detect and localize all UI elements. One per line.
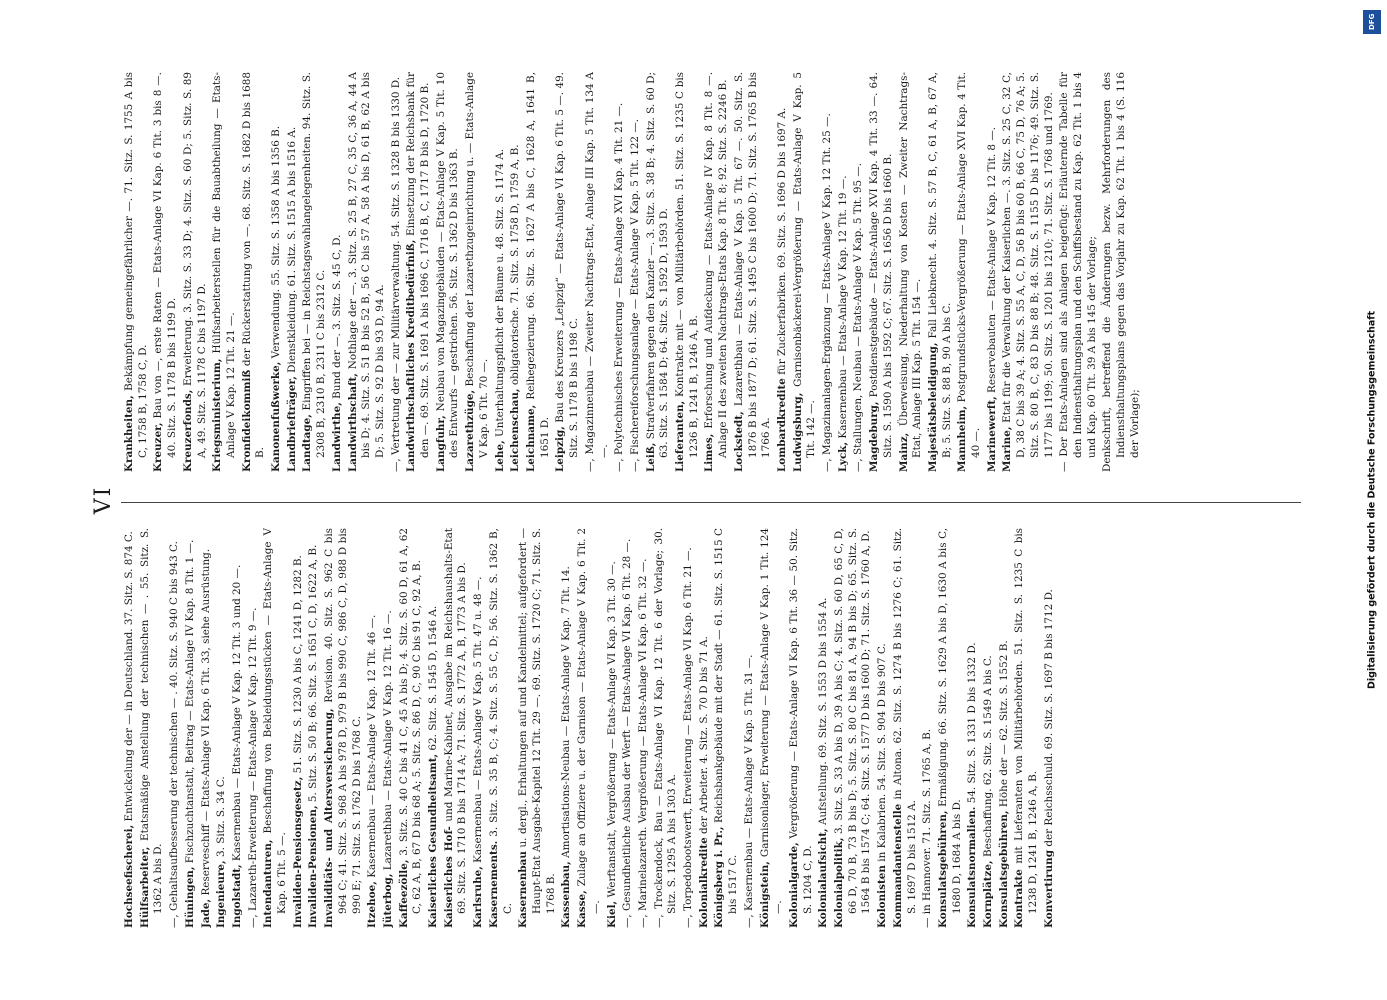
funding-notice: Digitalisierung gefördert durch die Deutsche Forschungsgemeinschaft [1366, 311, 1378, 689]
entry-heading: Kolonialgarde, [787, 842, 800, 928]
entry-heading: Königstein, [758, 861, 771, 928]
entry-references: Kasernenbau — Etats-Anlage V Kap. 12 Tit. 19 —. [836, 175, 849, 439]
entry-heading: Kasernements. [487, 840, 500, 928]
entry-references: Bekämpfung gemeingefährlicher —. 71. Sitz. S. 1755 A bis C, 1758 B, 1758 C, D. [123, 72, 149, 458]
entry-heading: Kaiserliches Gesundheitsamt, [427, 753, 440, 928]
index-entry [347, 72, 388, 472]
entry-heading: Krankheiten, [123, 395, 135, 472]
entry-heading: Kaiserliches Hof- [442, 826, 455, 928]
entry-references: 3. Sitz. S. 40 C bis 41 C, 45 A bis D; 4. Sitz. S. 60 D, 61 A, 62 C, 62 A, B, 67 D bis 68 A; 5. Sitz. S. 86 D, C, 90 C bis 91 C, 92 A, B. [397, 528, 424, 914]
entry-heading: Kronfideikommiß [240, 369, 253, 472]
index-entry [868, 72, 895, 472]
entry-heading: Lyck, [836, 441, 849, 472]
index-entry [986, 72, 1000, 472]
entry-references: Bau des Kreuzers „Leipzig“ — Etats-Anlage VI Kap. 6 Tit. 5 —. 49. Sitz. S. 1178 B bis 1198 C. [554, 72, 581, 458]
entry-heading: Landbriefträger, [285, 376, 298, 472]
entry-heading: Kriegsministerium, [211, 358, 224, 472]
entry-references: Kasernenbau — Etats-Anlage V Kap. 12 Tit. 46 —. [366, 614, 379, 878]
index-entry [517, 528, 558, 928]
entry-heading: Marinewerft, [985, 396, 998, 472]
page-number: VI [91, 485, 116, 515]
entry-references: 3. Sitz. S. 34 C. [215, 776, 228, 858]
entry-references: 3. Sitz. S. 35 B, C; 4. Sitz. S. 55 C, D; 56. Sitz. S. 1362 B, C. [487, 528, 514, 914]
index-entry [998, 528, 1012, 928]
entry-heading: Kornplätze, [982, 860, 995, 928]
entry-references: —, Fischereiforschungsanlage — Etats-Anlage V Kap. 5 Tit. 122 —. [628, 118, 641, 472]
entry-references: —, Gehaltsaufbesserung der technischen — . 40. Sitz. S. 940 C bis 943 C. [168, 541, 181, 928]
entry-references: Beschaffung der Lazarethzugeinrichtung u. — Etats-Anlage V Kap. 6 Tit. 70 —. [464, 72, 490, 458]
entry-references: 54. Sitz. S. 1331 D bis 1332 D. [966, 642, 979, 804]
entry-references: mit Lieferanten von Militärbehörden. 51. Sitz. S. 1235 C bis 1238 D, 1241 B, 1246 A, B. [1013, 528, 1040, 914]
left-column [123, 528, 1293, 928]
index-entry [123, 528, 137, 928]
entry-heading: Hüningen, [183, 866, 196, 928]
entry-references: der Reichsschuld. 69. Sitz. S. 1697 B bis 1712 D. [1042, 589, 1055, 847]
index-entry [1043, 528, 1057, 928]
index-entry [759, 528, 786, 928]
entry-heading: Leichenschau, [509, 388, 522, 472]
index-entry [892, 528, 919, 928]
index-entry [698, 528, 712, 928]
entry-references: Lazarethbau — Etats-Anlage V Kap. 5 Tit. 67 —. 50. Sitz. S. 1876 B bis 1877 D; 61. Sitz. S. 1495 C bis 1600 D; 71. Sitz. S. 1765 B bis 1766 A. [732, 72, 773, 458]
entry-heading: Marine, [1001, 426, 1014, 472]
entry-references: Zulage an Offiziere u. der Garnison — Etats-Anlage V Kap. 6 Tit. 2 —. [576, 528, 602, 914]
index-entry [576, 528, 603, 928]
entry-references: —, Gesundheitliche Ausbau der Werft — Etats-Anlage VI Kap. 6 Tit. 28 —. [621, 538, 634, 928]
index-entry [323, 528, 364, 928]
entry-heading: Intendanturen, [262, 839, 275, 928]
index-entry [833, 528, 874, 928]
entry-references: — Der Etats-Anlagen sind als Anlagen beigefügt: Erläuternde Tabelle für den Indiensthaltungsplan und den Schiffsbestand zu Kap. 62 Tit. 1 bis 4 und Kap. 60 Tit. 39 A bis 145 der Vorlage; [1058, 72, 1098, 472]
entry-references: Hülfsarbeiterstellen für die Bauabtheilung — Etats-Anlage V Kap. 12 Tit. 21 —. [211, 72, 237, 458]
entry-heading: Jüterbog, [381, 873, 394, 928]
entry-references: —, Kasernenbau — Etats-Anlage V Kap. 5 Tit. 31 —. [742, 654, 755, 928]
entry-heading: Kreuzerfonds, [181, 389, 194, 472]
index-entry [733, 72, 774, 472]
index-entry [982, 528, 996, 928]
entry-heading: Langfuhr, [434, 415, 447, 472]
entry-references: Kasernenbau — Etats-Anlage V Kap. 5 Tit. 47 u. 48 —. [472, 576, 485, 863]
entry-references: Neubau von Magazingebäuden — Etats-Anlage V Kap. 5 Tit. 10 des Entwurfs — gestrichen. 56. Sitz. S. 1362 D bis 1363 B. [434, 72, 461, 458]
entry-references: 51. Sitz. S. 1230 A bis C, 1241 D, 1282 B. [291, 555, 304, 774]
entry-references: Amortisations-Neubau — Etats-Anlage V Kap. 7 Tit. 14. [560, 566, 573, 858]
entry-references: Dienstkleidung. 61. Sitz. S. 1515 A bis 1516 A. [285, 126, 298, 373]
index-entry [435, 72, 462, 472]
entry-heading: Konsulatsgebühren, [997, 810, 1010, 928]
index-entry [956, 72, 983, 472]
index-entry [792, 72, 819, 472]
index-entry [398, 528, 425, 928]
entry-heading: Kaffeezölle, [397, 859, 410, 928]
entry-references: Reservebauten — Etats-Anlage V Kap. 12 Tit. 8 —. [985, 126, 998, 393]
entry-heading: Hülfsarbeiter, [138, 846, 151, 928]
index-entry [123, 72, 150, 472]
index-entry [231, 528, 245, 928]
entry-references: Unterhaltungspflicht der Bäume u. 48. Sitz. S. 1174 A. [493, 148, 506, 437]
index-entry [653, 528, 680, 928]
entry-heading: Kolonialkredite [697, 837, 710, 928]
entry-references: Erforschung und Aufdeckung — Etats-Anlage IV Kap. 8 Tit. 8 —. Anlage II des zweiten Nachtrags-Etats Kap. 8 Tit. 8; 92. Sitz. S. 2246 B. [703, 72, 730, 458]
index-entry [682, 528, 696, 928]
index-entry [262, 528, 289, 928]
index-entry [427, 528, 441, 928]
entry-heading: Invaliden-Pensionen, [307, 805, 320, 928]
entry-references: —, Torpedobootswerft, Erweiterung — Etats-Anlage VI Kap. 6 Tit. 21 —. [682, 547, 695, 928]
index-entry [637, 528, 651, 928]
entry-references: Postgrundstücks-Vergrößerung — Etats-Anlage XVI Kap. 4 Tit. 40 —. [956, 72, 983, 458]
entry-heading: Invaliden-Pensionsgesetz, [291, 776, 304, 928]
entry-references: Überweisung, Niederhaltung von Kosten — Zweiter Nachtrags-Etat, Anlage III Kap. 5 Tit. 154 —. [897, 72, 924, 458]
page-content-rotated [73, 60, 1313, 940]
entry-heading: Kommandantenstelle [891, 803, 904, 928]
index-entry [788, 528, 815, 928]
entry-heading: Magdeburg, [868, 401, 881, 472]
entry-references: Garnisonbäckerei-Vergrößerung — Etats-Anlage V Kap. 5 Tit. 142 —. [791, 72, 818, 458]
entry-heading: Ingolstadt, [230, 864, 243, 928]
entry-references: Bau von —, erste Raten — Etats-Anlage VI Kap. 6 Tit. 3 bis 8 —. 40. Sitz. S. 1178 B bis 1199 D. [152, 72, 179, 458]
index-entry [509, 72, 523, 472]
index-entry [211, 72, 238, 472]
entry-heading: Hochseefischerei, [123, 824, 135, 928]
entry-references: —, Trockendock, Bau — Etats-Anlage VI Kap. 12 Tit. 6 der Vorlage; 30. Sitz. S. 1295 A bis 1303 A. [652, 528, 679, 928]
entry-heading: Lieferanten, [674, 400, 687, 472]
entry-references: Aufstellung. 69. Sitz. S. 1553 D bis 1554 A. [817, 597, 830, 826]
index-entry [898, 72, 925, 472]
entry-references: der Arbeiter. 4. Sitz. S. 70 D bis 71 A. [697, 636, 710, 834]
entry-references: 5. Sitz. S. 50 B; 66. Sitz. S. 1651 C, D, 1622 A, B. [307, 544, 320, 803]
index-entry [921, 528, 935, 928]
index-entry [713, 528, 740, 928]
index-entry [301, 72, 328, 472]
entry-references: Entwickelung der — in Deutschland. 37. Sitz. S. 874 C. [123, 531, 135, 822]
index-entry [837, 72, 851, 472]
index-entry [937, 528, 964, 928]
entry-references: —, Lazareth-Erweiterung — Etats-Anlage V Kap. 12 Tit. 9 —. [246, 607, 259, 928]
entry-heading: Kolonialaufsicht, [817, 828, 830, 928]
index-entry [621, 528, 635, 928]
entry-references: 3. Sitz. S. 33 A bis D, 39 A bis C; 4. Sitz. S. 60 D, 65 C, D, 66 D, 70 B, 73 B bis D; 5. Sitz. S. 80 C bis 81 A, 94 B bis D; 65. Sitz. S. 1564 B bis 1574 C; 64. Sitz. S. 1577 D bis 1600 D; 71. Sitz. S. 1760 A, D. [833, 528, 873, 914]
entry-heading: Ingenieure, [215, 860, 228, 928]
index-entry [876, 528, 890, 928]
entry-references: Erweiterung. 3. Sitz. S. 33 D; 4. Sitz. S. 60 D; 5. Sitz. S. 89 A, 49. Sitz. S. 1178 C bis 1197 D. [181, 72, 208, 458]
entry-heading: Kasernenbau [517, 851, 530, 928]
index-entry [292, 528, 306, 928]
index-entry [307, 528, 321, 928]
index-entry [821, 72, 835, 472]
entry-heading: Landtage, [301, 414, 314, 472]
entry-references: Reichsbankgebäude mit der Stadt — 61. Sitz. S. 1515 C bis 1517 C. [713, 528, 740, 914]
index-entry [200, 528, 214, 928]
index-entry [560, 528, 574, 928]
index-entry [1058, 72, 1099, 472]
index-entry [525, 72, 552, 472]
entry-heading: Konvertirung [1042, 849, 1055, 928]
entry-references: Ermäßigung. 66. Sitz. S. 1629 A bis D, 1630 A bis C, 1680 D, 1684 A bis D. [936, 528, 963, 914]
entry-heading: Kiel, [605, 900, 618, 928]
index-entry [776, 72, 790, 472]
entry-heading: Invaliditäts- und Altersversicherung, [323, 708, 336, 928]
entry-references: —, Vertretung der — zur Militärverwaltung. 54. Sitz. S. 1328 B bis 1330 D. [389, 76, 402, 472]
index-entry [927, 72, 954, 472]
entry-references: Beschaffung. 62. Sitz. S. 1549 A bis C. [982, 655, 995, 858]
entry-references: Lazarethbau — Etats-Anlage V Kap. 12 Tit. 16 —. [381, 610, 394, 871]
entry-references: u. dergl., Erhaltungen auf und Kandelmittel; aufgefordert — Haupt-Etat Ausgabe-Kapitel 12 Tit. 29 —. 69. Sitz. S. 1720 C; 71. Sitz. S. 1768 B. [517, 528, 557, 914]
entry-heading: Kontrakte [1013, 869, 1026, 928]
entry-references: für Zuckerfabriken. 69. Sitz. S. 1696 D bis 1697 A. [775, 107, 788, 375]
index-entry [152, 72, 179, 472]
entry-references: Beschaffung von Bekleidungsstücken — Etats-Anlage V Kap. 6 Tit. 5 —. [262, 528, 289, 914]
entry-references: Werftanstalt, Vergrößerung — Etats-Anlage VI Kap. 3 Tit. 30 —. [605, 561, 618, 898]
entry-references: Etatsmäßige Anstellung der technischen — . 55. Sitz. S. 1362 A bis D. [138, 528, 165, 914]
index-entry [1013, 528, 1040, 928]
index-entry [405, 72, 432, 472]
index-entry [494, 72, 508, 472]
entry-references: Reihegezierung. 66. Sitz. S. 1627 A bis C, 1628 A, 1641 B, 1651 D. [524, 72, 551, 458]
entry-heading: Mannheim, [956, 405, 969, 472]
index-entry [674, 72, 701, 472]
entry-references: Kasernenbau — Etats-Anlage V Kap. 12 Tit. 3 und 20 —. [230, 564, 243, 862]
entry-references: Bund der —. 3. Sitz. S. 45 C, D. [330, 234, 343, 399]
entry-references: in Altona. 62. Sitz. S. 1274 B bis 1276 C; 61. Sitz. S. 1697 D bis 1512 A. [891, 528, 918, 914]
index-entry [215, 528, 229, 928]
entry-references: Strafverfahren gegen den Kanzler —. 3. Sitz. S. 38 B; 4. Sitz. S. 60 D; 63. Sitz. S. 1584 D; 64. Sitz. S. 1592 D, 1593 D. [644, 72, 671, 458]
index-entry [629, 72, 643, 472]
entry-references: Vergrößerung — Etats-Anlage VI Kap. 6 Tit. 36 — 50. Sitz. S. 1204 C, D. [787, 528, 814, 914]
entry-heading: Konsulatsgebühren, [936, 810, 949, 928]
entry-heading: Kolonialpolitik, [833, 837, 846, 928]
entry-references: Einsetzung der Reichsbank für den —. 69. Sitz. S. 1691 A bis 1696 C, 1716 B, C, 1717 B bis D, 1720 B. [405, 72, 432, 458]
entry-references: Kontrakte mit — von Militärbehörden. 51. Sitz. S. 1235 C bis 1236 B, 1241 B, 1246 A, B. [674, 72, 700, 458]
entry-heading: Karlsruhe, [472, 866, 485, 928]
entry-heading: Jade, [199, 898, 212, 928]
entry-heading: Leichname, [524, 404, 537, 472]
entry-heading: Leiß, [644, 442, 657, 472]
entry-heading: Lehe, [493, 440, 506, 472]
entry-references: —, Marinelazareth. Vergrößerung — Etats-Anlage VI Kap. 6 Tit. 32 —. [636, 558, 649, 928]
index-entry [554, 72, 581, 472]
index-entry [182, 72, 209, 472]
entry-heading: Leipzig, [554, 426, 567, 472]
entry-heading: Konsulatsnormalien. [966, 806, 979, 928]
entry-references: Reserveschiff — Etats-Anlage VI Kap. 6 Tit. 33, siehe Ausrüstung. [199, 548, 212, 896]
entry-references: —, Polytechnisches Erweiterung — Etats-Anlage XVI Kap. 4 Tit. 21 —. [613, 102, 626, 472]
entry-references: — in Hannover. 71. Sitz. S. 1765 A, B. [921, 728, 934, 928]
index-entry [1001, 72, 1056, 472]
right-column [123, 72, 1293, 472]
entry-heading: Lockstedt, [732, 411, 745, 472]
entry-heading: Lazarethzüge, [464, 389, 477, 472]
index-entry [390, 72, 404, 472]
index-entry [472, 528, 486, 928]
entry-heading: Landwirthe, [330, 402, 343, 472]
entry-heading: Kolonisten [876, 865, 889, 928]
index-entry [331, 72, 345, 472]
index-entry [488, 528, 515, 928]
entry-references: Etat für die Verwaltung der Kaiserlichen —. 3. Sitz. S. 25 C, 32 C, D, 38 C bis 39 A; 4. Sitz. S. 55 A, C, D, 56 B bis 60 B, 66 C, 75 D, 76 A; 5. Sitz. S. 80 B, C, 83 D bis 88 B; 48. Sitz. S. 1155 D bis 1176; 49. Sitz. S. 1177 bis 1199; 50. Sitz. S. 1201 bis 1210; 71. Sitz. S. 1768 und 1769. [1001, 72, 1055, 458]
entry-references: —, Stallungen, Neubau — Etats-Anlage V Kap. 5 Tit. 95 —. [852, 162, 865, 472]
index-entry [852, 72, 866, 472]
entry-heading: Landwirthschaftliches Kreditbedürfniß, [405, 239, 418, 472]
entry-heading: Landwirthschaft, [346, 373, 359, 472]
index-entry [645, 72, 672, 472]
index-entry [382, 528, 396, 928]
entry-references: Verwendung. 55. Sitz. S. 1358 A bis 1356 B. [270, 125, 283, 359]
dfg-logo: DFG [1363, 10, 1381, 34]
entry-heading: Itzehoe, [366, 881, 379, 928]
index-entry [139, 528, 166, 928]
entry-heading: Königsberg i. Pr., [713, 826, 726, 928]
entry-references: Fall Liebknecht. 4. Sitz. S. 57 B, C, 61 A, B, 67 A, B; 5. Sitz. S. 88 B, 90 A bis C. [926, 72, 953, 458]
entry-heading: Kreuzer, [152, 422, 165, 472]
index-entry [1101, 72, 1142, 472]
entry-heading: Limes, [703, 433, 716, 472]
index-entry [613, 72, 627, 472]
entry-heading: Kassenbau, [560, 861, 573, 928]
entry-references: Eingriffen bei — in Reichstagswahlangelegenheiten. 94. Sitz. S. 2308 B, 2310 B, 2311 C bis 2312 C. [301, 72, 328, 458]
index-entry [966, 528, 980, 928]
entry-references: Nothlage der —. 3. Sitz. S. 25 B, 27 C, 35 C, 36 A, 44 A bis D; 4. Sitz. S. 51 B bis 52 B, 56 C bis 57 A, 58 A bis D, 61 B, 62 A bis D; 5. Sitz. S. 92 D bis 93 D, 94 A. [346, 72, 386, 458]
index-entry [606, 528, 620, 928]
entry-references: obligatorische. 71. Sitz. S. 1758 D, 1759 A, B. [509, 144, 522, 386]
index-entry [270, 72, 284, 472]
entry-heading: Majestätsbeleidigung, [926, 342, 939, 472]
entry-references: —, Magazinanlagen-Ergänzung — Etats-Anlage V Kap. 12 Tit. 25 —. [821, 113, 834, 472]
index-entry [817, 528, 831, 928]
entry-heading: Lombardkredite [775, 378, 788, 472]
entry-references: in Kalabrien. 54. Sitz. S. 904 D bis 907 C. [876, 643, 889, 862]
entry-references: Fischzuchtanstalt, Beitrag — Etats-Anlage IV Kap. 8 Tit. 1 —. [183, 539, 196, 864]
index-entry [443, 528, 470, 928]
entry-heading: Mainz, [897, 432, 910, 472]
index-entry [366, 528, 380, 928]
entry-heading: Kasse, [576, 890, 589, 928]
entry-heading: Ludwigsburg, [791, 392, 804, 472]
entry-references: Postdienstgebäude — Etats-Anlage XVI Kap. 4 Tit. 33 —. 64. Sitz. S. 1590 A bis 1592 C; 67. Sitz. S. 1656 D bis 1660 B. [868, 72, 894, 458]
index-entry [247, 528, 261, 928]
index-entry [241, 72, 268, 472]
entry-heading: Kanonenfußwerke, [270, 361, 283, 472]
index-entry [286, 72, 300, 472]
index-entry [464, 72, 491, 472]
entry-references: Höhe der — 62. Sitz. S. 1552 B. [997, 640, 1010, 808]
index-entry [184, 528, 198, 928]
index-entry [168, 528, 182, 928]
index-entry [584, 72, 611, 472]
entry-references: und Marine-Kabinet, Ausgabe im Reichshaushalts-Etat 69. Sitz. S. 1710 B bis 1714 A; 71. Sitz. S. 1772 A, B, 1773 A bis D. [442, 528, 469, 914]
entry-references: der Rückerstattung von —. 68. Sitz. S. 1682 D bis 1688 B. [240, 72, 267, 458]
entry-references: Revision. 40. Sitz. S. 962 C bis 964 C; 41. Sitz. S. 968 A bis 978 D, 979 B bis 990 C, 986 C, D, 988 D bis 990 E; 71. Sitz. S. 1762 D bis 1768 C. [323, 528, 363, 914]
entry-references: —, Magazinneubau — Zweiter Nachtrags-Etat, Anlage III Kap. 5 Tit. 134 A —. [583, 72, 610, 472]
entry-references: Denkschrift, betreffend die Änderungen bezw. Mehrforderungen des Indiensthaltungsplans gegen das Vorjahr zu Kap. 62 Tit. 1 bis 4 (S. 116 der Vorlage); [1101, 72, 1141, 472]
entry-references: 62. Sitz. S. 1545 D, 1546 A. [427, 605, 440, 751]
index-entry [743, 528, 757, 928]
column-divider [121, 502, 1301, 503]
entry-references: Garnisonlager, Erweiterung — Etats-Anlage V Kap. 1 Tit. 124 —. [758, 528, 785, 914]
funding-sidebar [1361, 0, 1383, 1000]
index-entry [703, 72, 730, 472]
